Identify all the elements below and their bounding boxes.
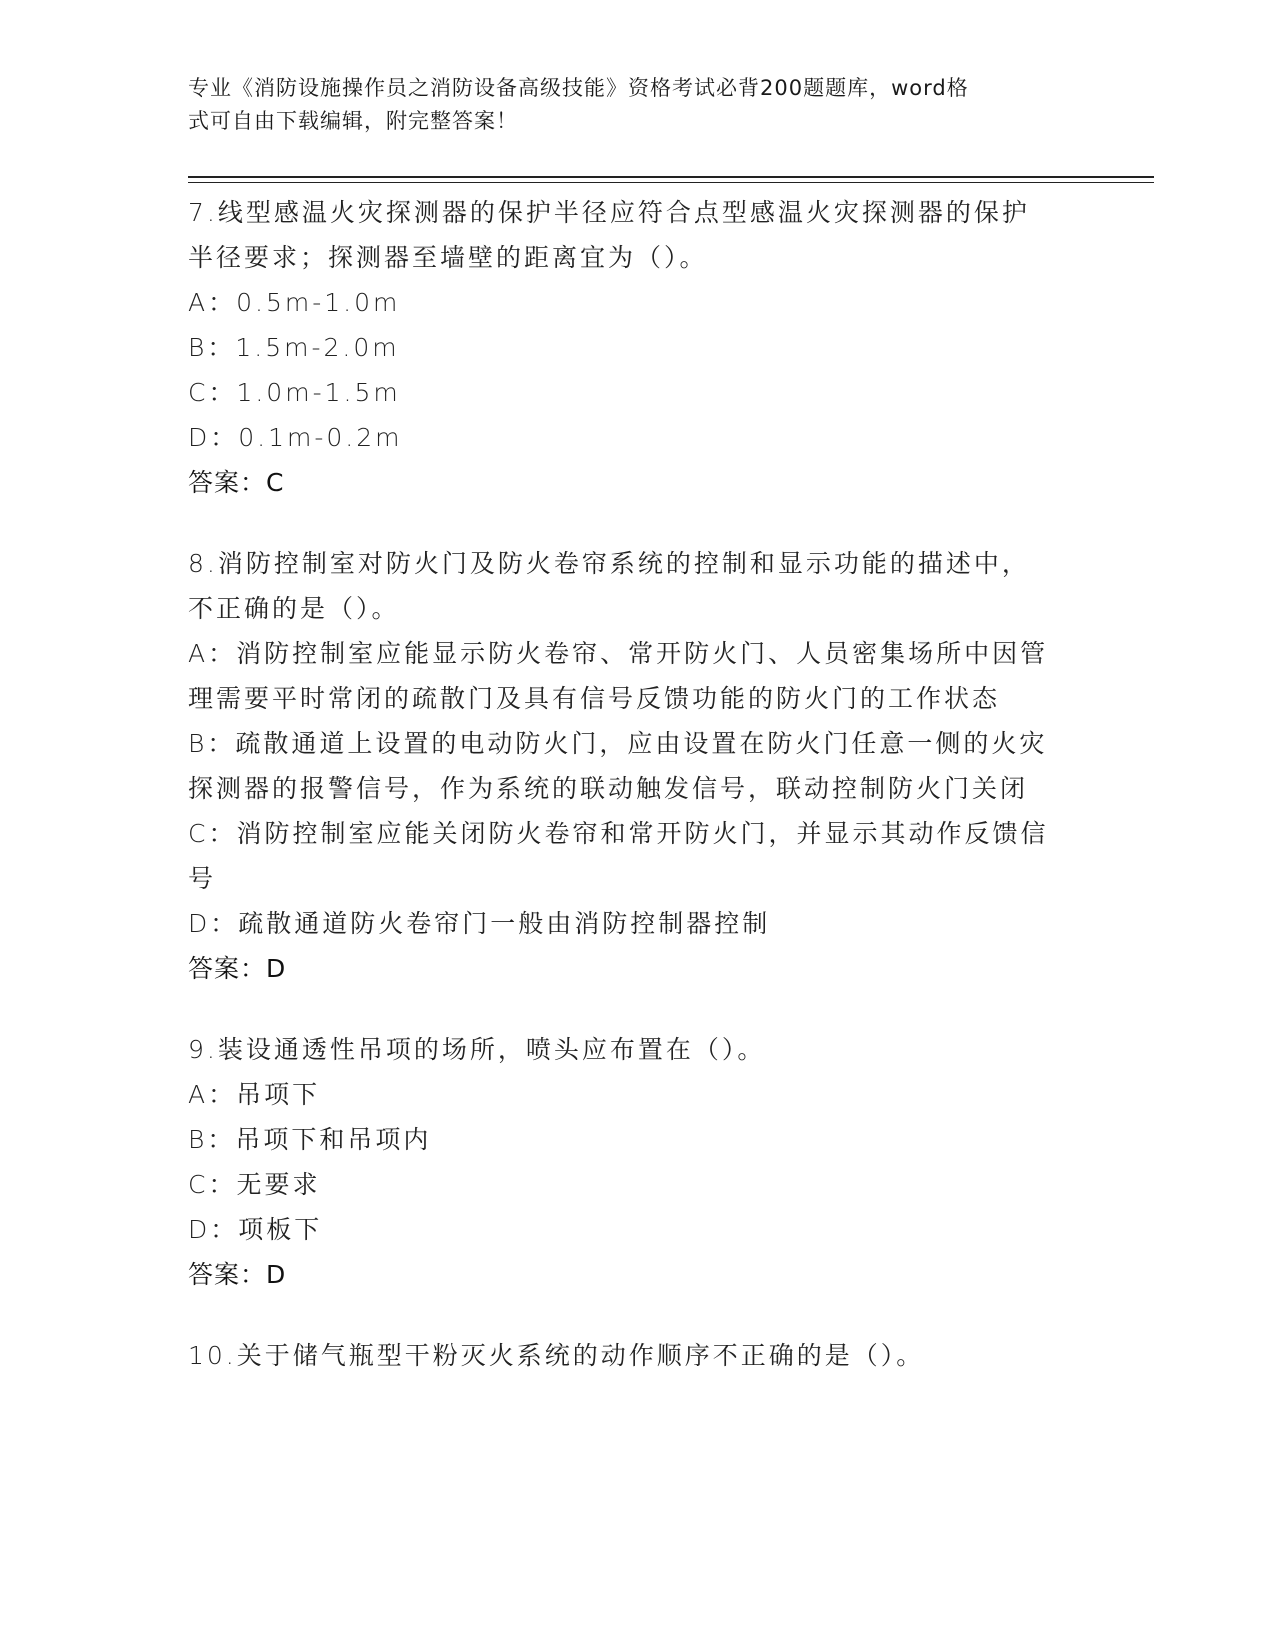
question-text-line: 不正确的是（）。 (188, 594, 400, 623)
answer: 答案：D (188, 954, 287, 983)
question-text-line: 8.消防控制室对防火门及防火卷帘系统的控制和显示功能的描述中， (188, 549, 1030, 578)
question-text-line: 半径要求；探测器至墙壁的距离宜为（）。 (188, 243, 708, 272)
option-a-line-2: 理需要平时常闭的疏散门及具有信号反馈功能的防火门的工作状态 (188, 684, 1001, 713)
option-b: B：吊项下和吊项内 (188, 1125, 432, 1154)
question-text-line: 10.关于储气瓶型干粉灭火系统的动作顺序不正确的是（）。 (188, 1341, 925, 1370)
header-line-1: 专业《消防设施操作员之消防设备高级技能》资格考试必背200题题库，word格 (188, 76, 969, 100)
question-9 (188, 1027, 1078, 1297)
header-divider-thin (188, 182, 1154, 183)
question-text-line: 7.线型感温火灾探测器的保护半径应符合点型感温火灾探测器的保护 (188, 198, 1030, 227)
option-c-line-1: C：消防控制室应能关闭防火卷帘和常开防火门，并显示其动作反馈信 (188, 819, 1049, 848)
option-a: A：吊项下 (188, 1080, 321, 1109)
answer: 答案：D (188, 1260, 287, 1289)
option-c-line-2: 号 (188, 864, 217, 893)
question-8 (188, 541, 1078, 991)
document-header (188, 72, 1068, 138)
question-10 (188, 1333, 1078, 1378)
answer: 答案：C (188, 468, 285, 497)
option-c: C：无要求 (188, 1170, 321, 1199)
question-7 (188, 190, 1078, 505)
question-text-line: 9.装设通透性吊项的场所，喷头应布置在（）。 (188, 1035, 766, 1064)
option-a: A：0.5m-1.0m (188, 288, 401, 317)
option-b-line-2: 探测器的报警信号，作为系统的联动触发信号，联动控制防火门关闭 (188, 774, 1029, 803)
option-b: B：1.5m-2.0m (188, 333, 400, 362)
option-d: D：项板下 (188, 1215, 323, 1244)
question-list (188, 190, 1078, 1414)
option-c: C：1.0m-1.5m (188, 378, 401, 407)
header-line-2: 式可自由下载编辑，附完整答案！ (188, 109, 518, 133)
option-a-line-1: A：消防控制室应能显示防火卷帘、常开防火门、人员密集场所中因管 (188, 639, 1049, 668)
option-d: D：0.1m-0.2m (188, 423, 403, 452)
header-divider-thick (188, 176, 1154, 178)
option-b-line-1: B：疏散通道上设置的电动防火门，应由设置在防火门任意一侧的火灾 (188, 729, 1048, 758)
option-d: D：疏散通道防火卷帘门一般由消防控制器控制 (188, 909, 771, 938)
